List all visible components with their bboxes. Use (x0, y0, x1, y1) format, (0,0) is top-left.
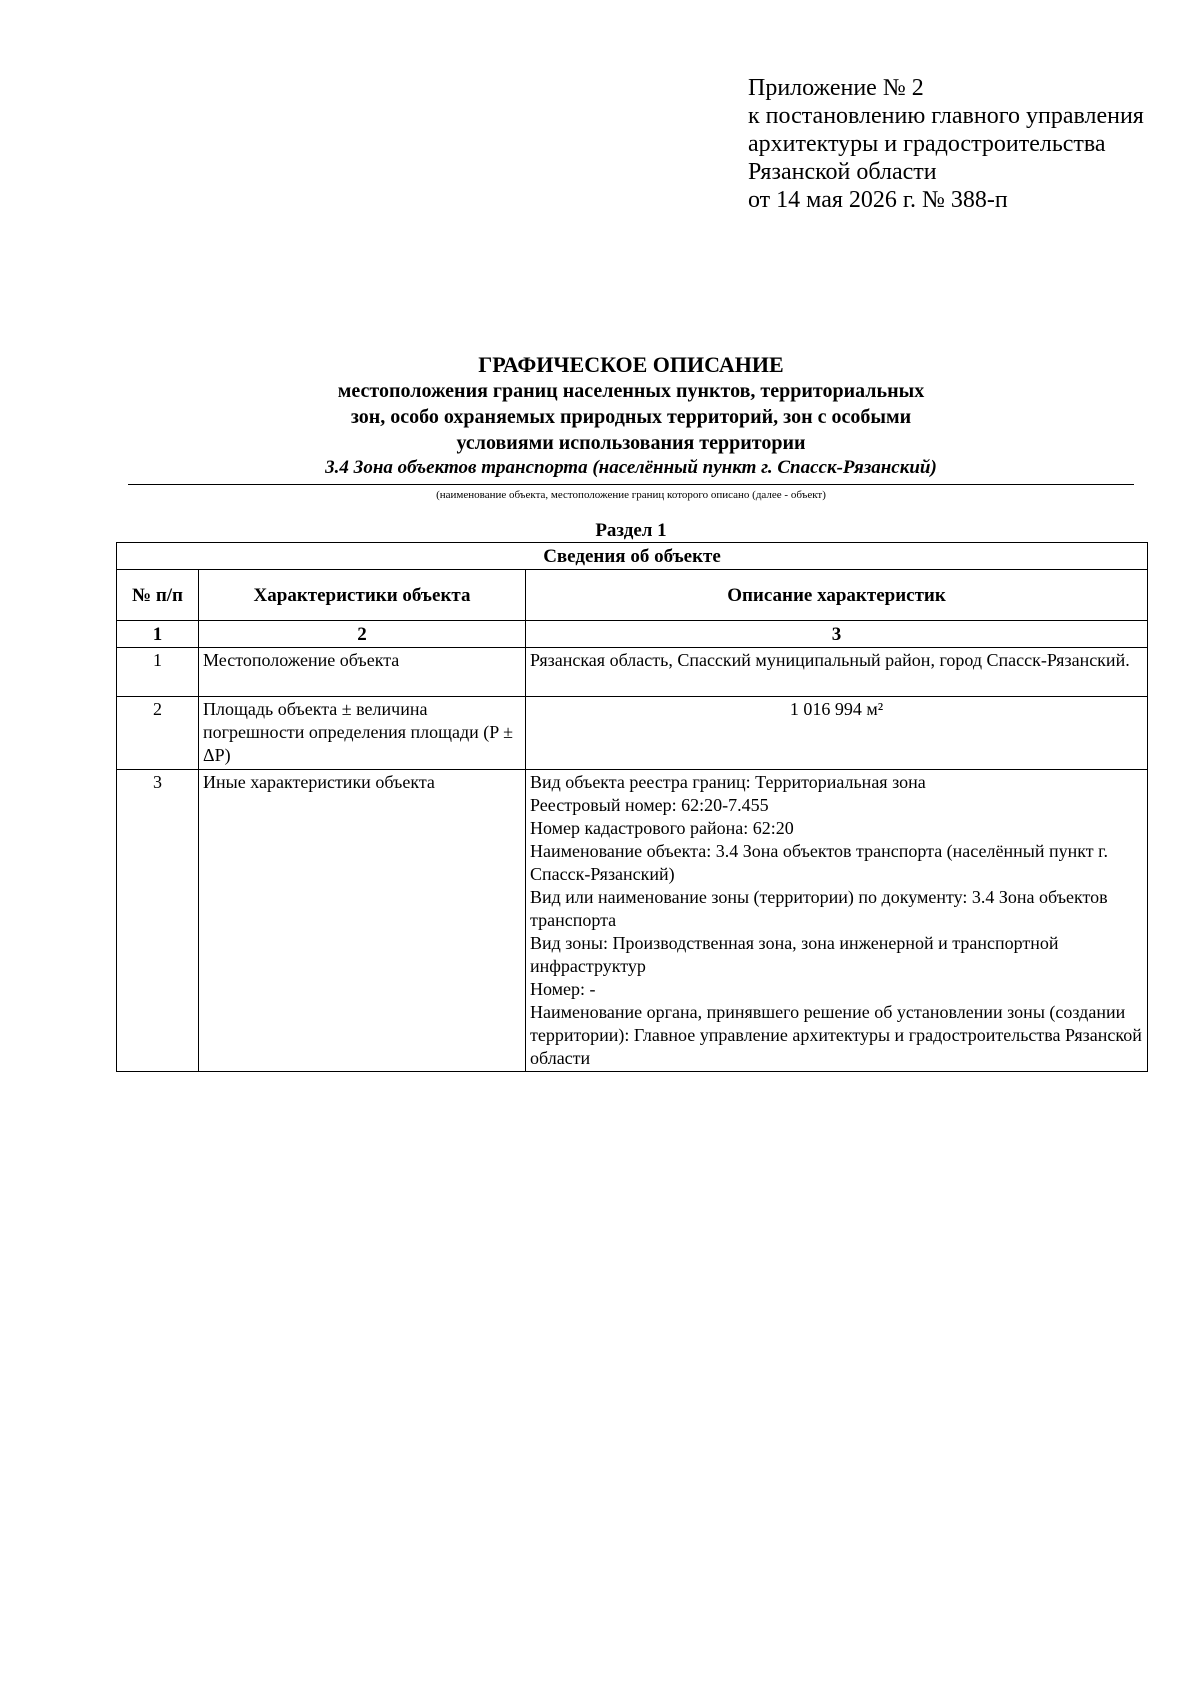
row-description: 1 016 994 м² (526, 697, 1148, 770)
description-line: Номер: - (530, 979, 596, 999)
appendix-line: архитектуры и градостроительства (748, 131, 1106, 157)
row-description (526, 770, 1148, 1072)
column-number: 2 (199, 621, 526, 648)
column-number: 1 (117, 621, 199, 648)
appendix-line: к постановлению главного управления (748, 103, 1144, 129)
description-line: Наименование органа, принявшего решение об установлении зоны (создании территории): Главное управление архитектуры и градостроительства Рязанской области (530, 1002, 1142, 1068)
table-row (117, 697, 1148, 770)
table-caption: Сведения об объекте (117, 543, 1148, 570)
document-subtitle-line: зон, особо охраняемых природных территорий, зон с особыми (350, 406, 912, 428)
row-characteristic: Иные характеристики объекта (199, 770, 526, 1072)
description-line: Вид или наименование зоны (территории) по документу: 3.4 Зона объектов транспорта (530, 887, 1108, 930)
document-subtitle-line: местоположения границ населенных пунктов, территориальных (337, 380, 925, 402)
table-row (117, 648, 1148, 697)
header-description: Описание характеристик (526, 570, 1148, 621)
table-row (117, 770, 1148, 1072)
document-subtitle-line: условиями использования территории (456, 432, 806, 454)
appendix-header (748, 74, 1144, 214)
description-line: Номер кадастрового района: 62:20 (530, 818, 794, 838)
section-title: Раздел 1 (595, 520, 667, 541)
description-line: Вид объекта реестра границ: Территориальная зона (530, 772, 926, 792)
row-number: 2 (117, 697, 199, 770)
object-name: 3.4 Зона объектов транспорта (населённый пункт г. Спасск-Рязанский) (325, 457, 937, 478)
description-line: Реестровый номер: 62:20-7.455 (530, 795, 769, 815)
title-block (128, 352, 1134, 480)
appendix-line: Рязанской области (748, 159, 937, 185)
row-characteristic: Местоположение объекта (199, 648, 526, 697)
row-characteristic: Площадь объекта ± величина погрешности определения площади (P ± ΔP) (199, 697, 526, 770)
object-info-table (116, 542, 1148, 1072)
column-number: 3 (526, 621, 1148, 648)
document-title: ГРАФИЧЕСКОЕ ОПИСАНИЕ (478, 352, 784, 377)
description-line: Вид зоны: Производственная зона, зона инженерной и транспортной инфраструктур (530, 933, 1059, 976)
row-number: 1 (117, 648, 199, 697)
object-caption: (наименование объекта, местоположение границ которого описано (далее - объект) (436, 489, 826, 501)
description-line: Наименование объекта: 3.4 Зона объектов транспорта (населённый пункт г. Спасск-Рязанский) (530, 841, 1108, 884)
object-name-underline (128, 484, 1134, 485)
header-number: № п/п (117, 570, 199, 621)
row-description: Рязанская область, Спасский муниципальный район, город Спасск-Рязанский. (526, 648, 1148, 697)
header-characteristic: Характеристики объекта (199, 570, 526, 621)
row-number: 3 (117, 770, 199, 1072)
appendix-line: Приложение № 2 (748, 75, 924, 101)
appendix-date-line: от 14 мая 2026 г. № 388-п (748, 187, 1008, 213)
